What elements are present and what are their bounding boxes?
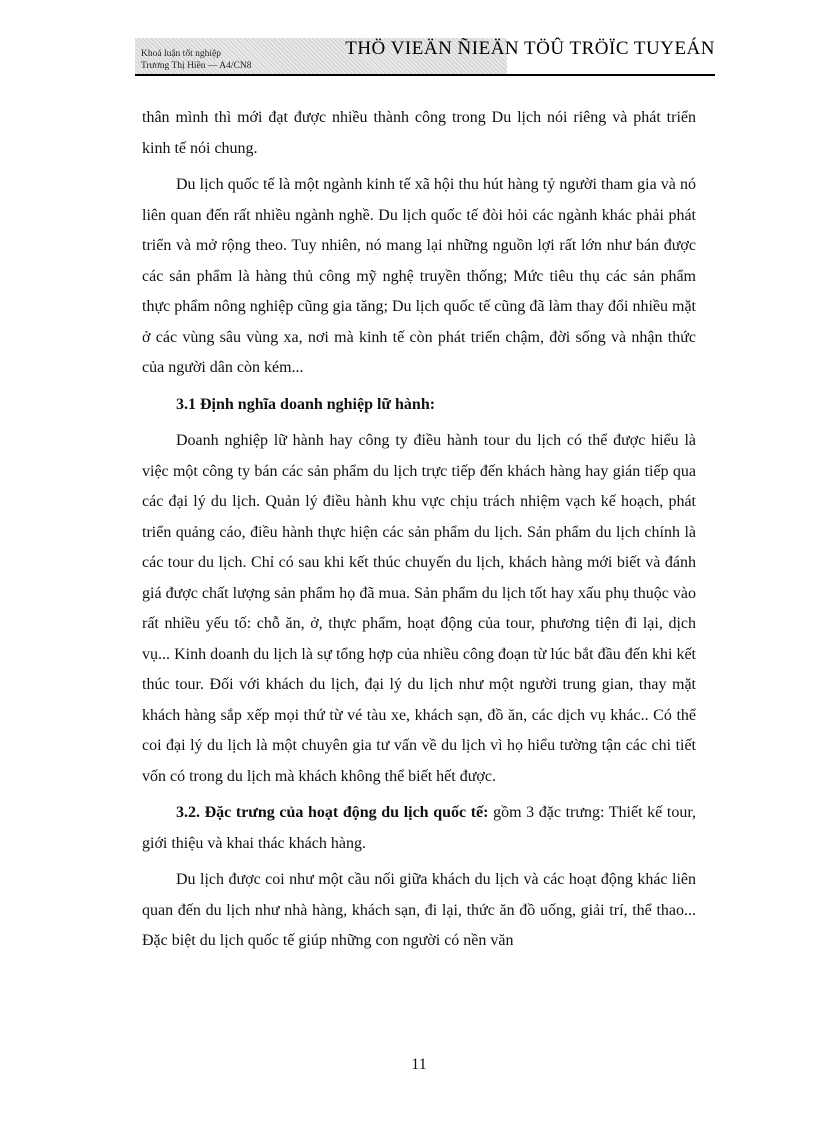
page-number: 11 [411, 1056, 427, 1073]
page-header [135, 38, 715, 76]
section-heading-3-2-text: gồm 3 đặc trưng: Thiết kế tour, giới thiệu và khai thác khách hàng. [142, 804, 697, 852]
paragraph-1: thân mình thì mới đạt được nhiều thành công trong Du lịch nói riêng và phát triển kinh tế nói chung. [142, 109, 696, 157]
header-rule [135, 74, 715, 76]
paragraph-3: Doanh nghiệp lữ hành hay công ty điều hành tour du lịch có thể được hiểu là việc một công ty bán các sản phẩm du lịch trực tiếp đến khách hàng hay gián tiếp qua các đại lý du lịch. Quản lý điều hành khu vực chịu trách nhiệm vạch kế hoạch, phát triển quảng cáo, điều hành thực hiện các sản phẩm du lịch. Sản phẩm du lịch chính là các tour du lịch. Chỉ có sau khi kết thúc chuyến du lịch, khách hàng mới biết và đánh giá được chất lượng sản phẩm họ đã mua. Sản phẩm du lịch tốt hay xấu phụ thuộc vào rất nhiều yếu tố: chỗ ăn, ở, thực phẩm, hoạt động của tour, phương tiện đi lại, dịch vụ... Kinh doanh du lịch là sự tổng hợp của nhiều công đoạn từ lúc bắt đầu đến khi kết thúc tour. Đối với khách du lịch, đại lý du lịch như một người trung gian, thay mặt khách hàng sắp xếp mọi thứ từ vé tàu xe, khách sạn, đồ ăn, các dịch vụ khác.. Có thể coi đại lý du lịch là một chuyên gia tư vấn về du lịch vì họ hiểu tường tận các chi tiết vốn có trong du lịch mà khách không thể biết hết được. [142, 432, 696, 785]
paragraph-4: Du lịch được coi như một cầu nối giữa khách du lịch và các hoạt động khác liên quan đến du lịch như nhà hàng, khách sạn, đi lại, thức ăn đồ uống, giải trí, thể thao... Đặc biệt du lịch quốc tế giúp những con người có nền văn [142, 871, 696, 949]
section-heading-3-1: 3.1 Định nghĩa doanh nghiệp lữ hành: [176, 395, 436, 413]
thesis-label: Khoá luận tốt nghiệp [141, 49, 221, 59]
paragraph-2: Du lịch quốc tế là một ngành kinh tế xã hội thu hút hàng tỷ người tham gia và nó liên quan đến rất nhiều ngành nghề. Du lịch quốc tế đòi hỏi các ngành khác phải phát triển và mở rộng theo. Tuy nhiên, nó mang lại những nguồn lợi rất lớn như bán được các sản phẩm là hàng thủ công mỹ nghệ truyền thống; Mức tiêu thụ các sản phẩm thực phẩm nông nghiệp cũng gia tăng; Du lịch quốc tế cũng đã làm thay đổi nhiều mặt ở các vùng sâu vùng xa, nơi mà kinh tế còn phát triển chậm, đời sống và nhận thức của người dân còn kém... [142, 176, 696, 376]
author-label: Trương Thị Hiền — A4/CN8 [141, 61, 252, 71]
section-heading-3-2-title: 3.2. Đặc trưng của hoạt động du lịch quốc tế: [176, 804, 489, 821]
page-body [142, 103, 696, 963]
section-heading-3-2 [142, 798, 696, 859]
library-title: THÖ VIEÄN ÑIEÄN TÖÛ TRÖÏC TUYEÁN [345, 38, 715, 59]
header-meta [141, 48, 251, 72]
